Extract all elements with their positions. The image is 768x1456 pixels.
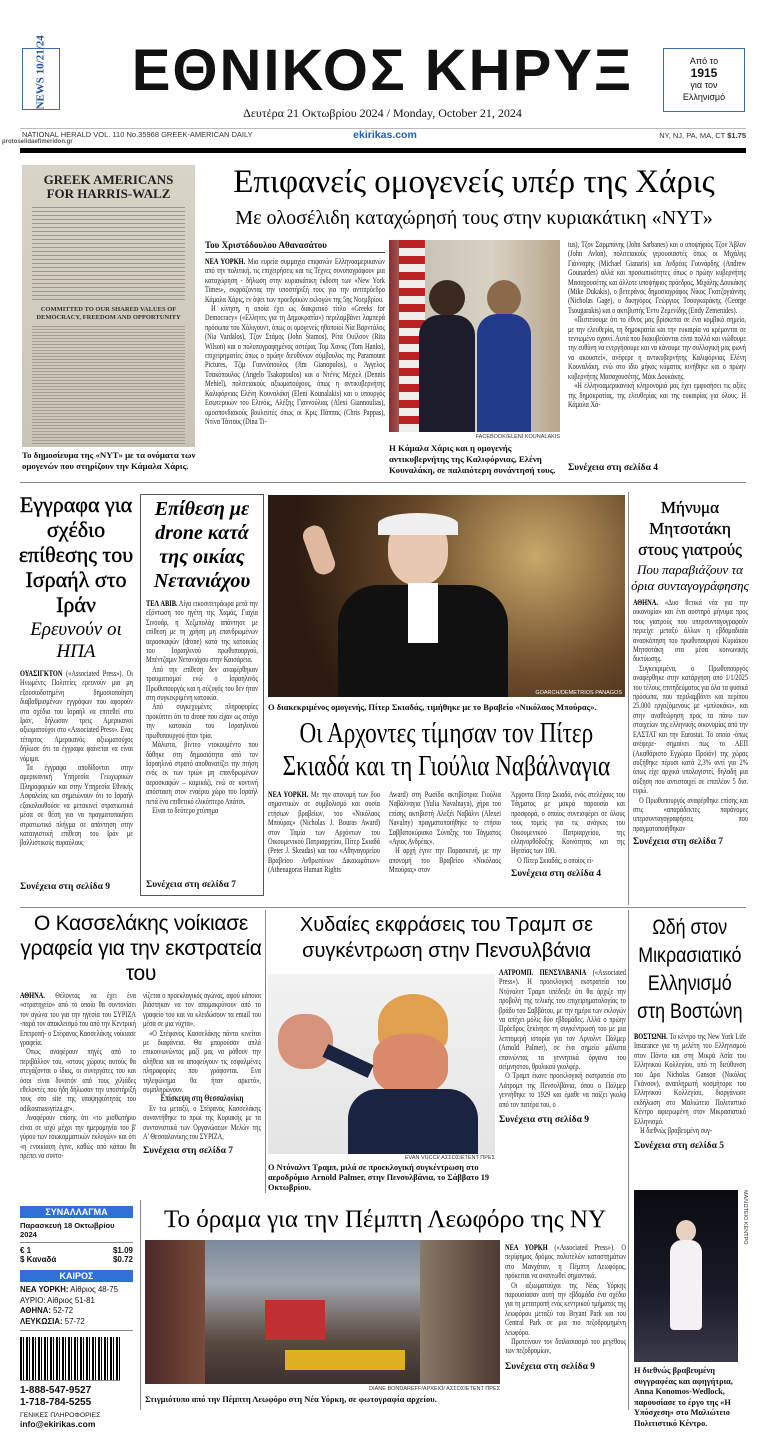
paragraph: Με την απονομή των δυο σημαντικών σε συμβολισμό και ουσία ετήσιων βραβείων, του «Νικόλαος Μπούρας» (Nicholas J. Bouras Award) στον Ταμία των Αρχόντων του Οικουμενικού Πατριαρχείου, Πίτερ Σκιαδά (Peter J. Skeadas) και του «Αθηναγορείου Βραβείου Ανθρωπίνων Δικαιωμάτων» (Athenagoras Human Rights	[268, 790, 381, 875]
trump-caption: Ο Ντόναλντ Τραμπ, μιλά σε προεκλογική συγκέντρωση στο αεροδρόμιο Arnold Palmer, στην Πενσυλβάνια, το Σάββατο 19 Οκτωβρίου.	[268, 1163, 490, 1192]
paragraph: Από συγκεχυμένες πληροφορίες προκύπτει ότι τα drone που είχαν ως στόχο την κατοικία του Ισραηλινού πρωθυπουργού ήταν τρία.	[146, 702, 258, 740]
forecast: Αίθριος 51-81	[47, 1295, 95, 1305]
paragraph: Οι αξιωματούχοι της Νέας Υόρκης παρουσίασαν αυτή την εβδομάδα ένα σχέδιο για τη μετατροπή ενός κεντρικού τμήματος της λεωφόρου μεταξύ του Bryant Park και του Central Park σε μια πιο πεζοδρομημένη λεωφόρο.	[505, 1280, 626, 1337]
lead-subheadline: Με ολοσέλιδη καταχώρησή τους στην κυριακάτικη «NYT»	[235, 207, 713, 229]
phone-number: 1-888-547-9527	[20, 1385, 92, 1396]
paragraph: Αναφέρουν επίσης ότι «το μισθωτήριο είναι σε ισχύ μέχρι την ημερομηνία του β' γύρου των εσωκομματικών εκλογών» και ότι «η ενοικίαση έγινε, καθώς από κάπου θα πρέπει να συντο-	[20, 1113, 136, 1160]
boston-body	[634, 1032, 746, 1135]
mitsotakis-continued-link[interactable]: Συνέχεια στη σελίδα 7	[633, 837, 724, 848]
nyt-ad-photo	[22, 165, 195, 447]
paragraph: Λίγα εικοσιτετράωρα μετά την εξόντωση του ηγέτη της Χαμάς, Γιαχία Σινουάρ, η Χεζμπολάχ απάντησε με επίθεση με τη χρήση μη επανδρωμένων αεροσκαφών (drone) κατά της κατοικίας του Ισραηλινού πρωθυπουργού, Μπέντζαμιν Νετανιάχου στην Καισάρεια.	[146, 599, 258, 665]
photo-credit: DIANE BONDAREFF/ΑΡΧΕΙΟ/ ΑΣΣΟΣΙΕΤΕΝΤ ΠΡΕΣ	[369, 1386, 500, 1392]
phone-number: 1-718-784-5255	[20, 1397, 92, 1408]
since-label: Από το	[689, 56, 719, 66]
paragraph: «Η ελληνοαμερικανική κληρονομιά μας έχει εμφυσήσει τις αξίες της δημοκρατίας, της ελευθερίας και της ευκαιρίας για όλους. Η Κάμαλα Χά-	[568, 381, 746, 409]
price-info	[659, 131, 746, 140]
website-link[interactable]: ekirikas.com	[353, 129, 417, 141]
exchange-rate-row	[20, 1246, 133, 1255]
weather-row	[20, 1306, 133, 1317]
paragraph: Το κέντρο της New York Life Insurance για τη μελέτη του Ελληνισμού στον Πόντο και στη Μικρά Ασία του Ελληνικού Κολλεγίου, υπό τη διεύθυνση του Δρα Nicholas Ganson (Νικόλας Γκάνσον), αναπληρωτή κοσμήτορα του Ελληνικού Κολλεγίου, διοργάνωσε εκδήλωση στο Μαλιώτειο Πολιτιστικό Κέντρο αφιερωμένη στον Μικρασιατικό Ελληνισμό.	[634, 1032, 746, 1126]
paragraph: tus), Τζον Σαρμπάνης (John Sarbanes) και ο υποψήφιος Τζον Άβλον (John Avlon), πολιτειακούς γερουσιαστές όπως οι Μιχάλης Γιάνναρης (Michael Gianaris) και Ανδρέας Γουνάρδης (Andrew Gounardes) αλλά και προσωπικότητες όπως ο πρώην κυβερνήτης Μασαχουσέτης και άλλοτε υποψήφιος πρόεδρος, Μιχάλης Δουκάκης (Mike Dukakis), ο βετεράνος δημοσιογράφος Νίκος Γκατζογιάννης (Nicholas Gage), ο δικηγόρος Γεώργιος Τσουγκαράκης (George Tsougarakis) και ο ακτιβιστής Έντυ Ζεμενίδης (Endy Zemenides).	[568, 240, 746, 315]
paragraph: Εν τω μεταξύ, ο Στέφανος Κασσελάκης συναντήθηκε το πρωί της Κυριακής με τα συντονιστικά των Οργανώσεων Μελών της Α' Θεσσαλονίκης του ΣΥΡΙΖΑ,	[143, 1103, 261, 1142]
paragraph: Μια ευρεία συμμαχία επιφανών Ελληνοαμερικανών από την πολιτική, τις επιχειρήσεις και τις Τέχνες συνυπογράφουν μια καταχώρηση - δήλωση στην κυριακάτικη έκδοση των «New York Times», εκφράζοντας την υποστήριξή τους για την αντιπρόεδρο Κάμαλα Χάρις, εν όψει των προεδρικών εκλογών της 5ης Νοεμβρίου.	[205, 257, 386, 304]
nyt-ad-caption: Το δημοσίευμα της «NYT» με τα ονόματα των ομογενών που στηρίζουν την Κάμαλα Χάρις.	[22, 450, 196, 471]
news-date-text: NEWS 10/21/24	[34, 34, 47, 109]
poster-subtitle: COMMITTED TO OUR SHARED VALUES OF DEMOCRACY, FREEDOM AND OPPORTUNITY	[36, 306, 181, 321]
fifth-ave-body	[505, 1243, 626, 1356]
kasselakis-column-1	[20, 991, 136, 1160]
mitsotakis-subheadline: Που παραβιάζουν τα όρια συνταγογράφησης	[631, 562, 749, 593]
kasselakis-headline: Ο Κασσελάκης νοίκιασε γραφεία για την εκστρατεία του	[20, 912, 262, 985]
city: ΝΕΑ ΥΟΡΚΗ:	[20, 1285, 69, 1294]
mitsotakis-headline: Μήνυμα Μητσοτάκη στους γιατρούς	[638, 498, 742, 559]
issue-date: Δευτέρα 21 Οκτωβρίου 2024 / Monday, October 21, 2024	[243, 106, 522, 120]
dateline: ΛΑΤΡΟΜΠ. ΠΕΝΣΥΛΒΑΝΙΑ	[499, 968, 587, 977]
currency: € 1	[20, 1246, 32, 1255]
info-label: ΓΕΝΙΚΕΣ ΠΛΗΡΟΦΟΡΙΕΣ	[20, 1412, 101, 1419]
archons-column-2	[389, 790, 501, 875]
trump-continued-link[interactable]: Συνέχεια στη σελίδα 9	[499, 1115, 590, 1126]
exchange-date: Παρασκευή 18 Οκτωβρίου 2024	[20, 1221, 133, 1243]
trump-headline: Χυδαίες εκφράσεις του Τραμπ σε συγκέντρωση στην Πενσυλβάνια	[299, 914, 594, 962]
dateline: ΑΘΗΝΑ.	[633, 598, 658, 607]
boston-headline: Ωδή στον Μικρασιατικό Ελληνισμό στη Βοστώνη	[637, 916, 743, 1023]
fifth-ave-continued-link[interactable]: Συνέχεια στη σελίδα 9	[505, 1361, 596, 1372]
paragraph: Ο Τραμπ έκανε προεκλογική εκστρατεία στο Λάτρομπ της Πενσυλβάνια, όπου ο Πάλμερ γεννήθηκε το 1929 και έμαθε να παίζει γκολφ από τον πατέρα του, ο	[499, 1071, 626, 1109]
paragraph: Η αρχή έγινε την Παρασκευή, με την απονομή του Βραβείου «Νικόλαος Μπούρας» στον	[389, 846, 501, 875]
since-1915-box	[663, 48, 745, 112]
since-label-3: Ελληνισμό	[682, 92, 726, 102]
paragraph: Είναι το δεύτερο χτύπημα	[152, 805, 219, 815]
email-link[interactable]: info@ekirikas.com	[20, 1419, 96, 1429]
exchange-title: ΣΥΝΑΛΛΑΓΜΑ	[20, 1206, 133, 1218]
photo-credit: ΜΑΛΙΩΤΕΙΟ ΚΕΝΤΡΟ	[742, 1190, 748, 1245]
exchange-rates-panel	[20, 1206, 133, 1429]
kasselakis-continued-link[interactable]: Συνέχεια στη σελίδα 7	[143, 1145, 234, 1156]
trump-body	[499, 968, 626, 1109]
photo-credit: EVAN VUCCI/ ΑΣΣΟΣΙΕΤΕΝΤ ΠΡΕΣ	[404, 1155, 495, 1161]
fifth-ave-headline: Το όραμα για την Πέμπτη Λεωφόρο της ΝΥ	[163, 1206, 607, 1233]
israel-subheadline: Ερευνούν οι ΗΠΑ	[30, 619, 122, 662]
weather-row	[20, 1296, 133, 1307]
skeadas-caption: Ο διακεκριμένος ομογενής, Πίτερ Σκιαδάς, τιμήθηκε με το Βραβείο «Νικόλαος Μπούρας».	[268, 702, 597, 712]
photo-credit: GOARCH/DEMETRIOS PANAGOS	[535, 690, 622, 696]
photo-credit: FACEBOOK/ELENI KOUNALAKIS	[475, 434, 560, 440]
weather-row	[20, 1285, 133, 1296]
forecast: 57-72	[64, 1316, 85, 1326]
paragraph: νίζεται ο προεκλογικός αγώνας, αφού κάποιοι βιάστηκαν να τον απομακρύνουν από το γραφείο του και να κλειδώσουν τα email του μέσα σε μια νύχτα».	[143, 991, 261, 1029]
paragraph: Άρχοντα Πίτερ Σκιαδά, ενός στελέχους του Τάγματος με μακρά παρουσία και προσφορά, ο οποίος συνεισφέρει σε όλους τους τομείς για τις ανάγκες του Οικουμενικού Πατριαρχείου, της ελληνορθόδοξης Κοινότητας και της Ηγεσίας των 100.	[511, 790, 625, 856]
masthead-rule	[20, 148, 746, 153]
currency: $ Καναδά	[20, 1255, 57, 1264]
paragraph: Προτείνουν τον διπλασιασμό του μεγέθους των πεζοδρομίων,	[505, 1337, 626, 1356]
harris-kounalakis-photo	[389, 240, 560, 432]
paragraph: Θέλοντας να έχει ένα «στρατηγείο» από το οποίο θα συντονίσει τον αγώνα του για την ηγεσία του ΣΥΡΙΖΑ -παρά τον αποκλεισμό του από την Κεντρική Επιτροπή- ο Στέφανος Κασσελάκης νοίκιασε γραφεία.	[20, 991, 136, 1048]
forecast: 52-72	[53, 1306, 74, 1315]
forecast: Αίθριος 48-75	[70, 1285, 118, 1294]
dateline: ΝΕΑ ΥΟΡΚΗ	[505, 1243, 548, 1252]
price: $1.75	[727, 131, 746, 140]
israel-headline: Εγγραφα για σχέδιο επίθεσης του Ισραήλ στο Ιράν	[18, 492, 134, 617]
paragraph: Ο Πρωθυπουργός αναφέρθηκε επίσης και στις «απαράδεκτες παράνομες υπερσυνταγογραφήσεις που πραγματοποιήθηκαν	[633, 795, 748, 833]
boston-caption: Η διεθνώς βραβευμένη συγγραφέας και αφηγήτρια, Anna Konomos-Wedlock, παρουσίασε το έργο της «Η Υπόσχεση» στο Μαλιώτειο Πολιτιστικό Κέντρο.	[634, 1366, 733, 1428]
paragraph: («Associated Press»). Οι Ηνωμένες Πολιτείες ερευνούν μια μη εξουσιοδοτημένη δημοσιοποίηση διαβαθμισμένων εγγράφων που αφορούν στα σχέδια του Ισραήλ να επιτεθεί στο Ιράν, δήλωσαν τρεις Αμερικανοί αξιωματούχοι στο «Associated Press». Ενας τέταρτος Αμερικανός αξιωματούχος δήλωσε ότι τα έγγραφα φαίνεται να είναι νόμιμα.	[20, 669, 134, 763]
exchange-rate-row	[20, 1255, 133, 1264]
city: ΑΥΡΙΟ:	[20, 1295, 46, 1305]
archons-continued-link[interactable]: Συνέχεια στη σελίδα 4	[511, 869, 602, 880]
weather-title: ΚΑΙΡΟΣ	[20, 1270, 133, 1282]
paragraph: («Associated Press»). Ο περίφημος δρόμος πολυτελών καταστημάτων στο Μανχάταν, η Πέμπτη Λεωφόρος, πρόκειται να ανανεωθεί σημαντικά.	[505, 1243, 627, 1281]
dateline: ΤΕΛ ΑΒΙΒ.	[146, 599, 178, 608]
dateline: ΒΟΣΤΩΝΗ.	[634, 1032, 668, 1041]
paragraph: Ο Πίτερ Σκιαδάς, ο οποίος εί-	[517, 855, 594, 865]
watermark: protoselidaefimeridon.gr	[2, 139, 73, 145]
archons-headline: Οι Αρχοντες τίμησαν τον Πίτερ Σκιαδά και τη Γιούλια Ναβάλναγια	[282, 717, 611, 782]
lead-continued-link[interactable]: Συνέχεια στη σελίδα 4	[568, 463, 659, 473]
paragraph: Award) στη Ρωσίδα ακτιβίστρια Γιούλια Ναβάλναγια (Yulia Navalnaya), χήρα του επίσης ακτιβιστή Αλεξέι Ναβάλνι (Alexei Navalny) πραγματοποιήθηκε το ετήσιο Σαββατοκύριακο Σύναξης του Τάγματος «Αγιος Ανδρέας».	[389, 790, 501, 847]
skeadas-photo	[268, 495, 625, 697]
konomos-wedlock-photo	[634, 1190, 738, 1362]
paragraph: («Associated Press»). Η προεκλογική εκστρατεία του Ντόναλντ Τραμπ υπέδειξε ότι θα άρχιζε την προβολή της τελικής του επιχειρηματολογίας το βράδυ του Σαββάτου, με την ημέρα των εκλογών να απέχει μόλις δύο εβδομάδες. Αλλά ο πρώην Πρόεδρος ξεκίνησε τη συγκέντρωσή του με μια λεπτομερή ιστορία για τον Αρνολντ Πάλμερ (Arnold Palmer), σε ένα σημείο μάλιστα επαινώντας τα γεννητικά όργανα του αείμνηστου, θρυλικού γκολφέρ.	[499, 968, 626, 1072]
paragraph: Η κίνηση, η οποία έχει ως διακριτικό τίτλο «Greeks for Democracy» («Ελληνες για τη Δημοκρατία») περιλαμβάνει λαμπερά πρόσωπα του Χόλιγουντ, όπως οι ομογενείς ηθοποιοί Νία Βαρντάλος (Nia Vardalos), Τζον Στάμος (John Stamos), Ρίτα Ουίλσον (Rita Wilson) και ο πολυπογραφημένος αστέρας Τομ Χανκς (Tom Hanks), επιχειρηματίες όπως ο πρώην διευθύνων σύμβουλος της Paramount Pictures, Τζιμ Γιαννόπουλος (Jim Gianopulos), ο Άγγελος Τσακόπουλος (Angelo Tsakopoulos) και ο Ντένις Μέχιελ (Dennis Mehiel), πολιτειακούς αξιωματούχους, όπως η αντικυβερνήτης Καλιφόρνιας Ελένη Κουναλάκη (Eleni Kounalakis) και ο υπουργός Εσωτερικών του Ελινόις, Αλέξης Γιαννούλιας (Alexi Giannoulias), ομοσπονδιακούς βουλευτές όπως οι Κρις Πάππας (Chris Pappas), Ντίνα Τάιτους (Dina Ti-	[205, 304, 385, 426]
dateline: ΟΥΑΣΙΓΚΤΟΝ	[20, 669, 63, 678]
since-label-2: για τον	[690, 80, 718, 90]
dateline: ΝΕΑ ΥΟΡΚΗ.	[268, 790, 309, 799]
weather-row	[20, 1317, 133, 1328]
drone-body	[146, 599, 258, 815]
archons-column-1	[268, 790, 380, 875]
paragraph: «Πιστεύουμε ότι το έθνος μας βρίσκεται σε ένα κομβικό σημείο, με την ελευθερία, τη δημοκρατία και την ευκαιρία να κρέμονται σε τεντωμένο σχοινί. Αυτά που διακυβεύονται είναι πολλά και νιώθουμε την ευθύνη να ενεργήσουμε και να κάνουμε την συλλογική μας φωνή να ακουστεί», ανέφερε η αντικυβερνήτης Καλιφόρνιας Ελένη Κουναλάκη, ενώ στο ίδιο μήκος κύματος κινήθηκε και ο πρώην κυβερνήτης Μασαχουσέτης, Μάικ Δουκάκης.	[568, 315, 746, 381]
fifth-ave-caption: Στιγμιότυπο από την Πέμπτη Λεωφόρο στη Νέα Υόρκη, σε φωτογραφία αρχείου.	[145, 1394, 437, 1404]
archons-column-3	[511, 790, 625, 865]
lead-headline: Επιφανείς ομογενείς υπέρ της Χάρις	[233, 164, 715, 200]
paragraph: Μάλιστα, βίντεο ντοκουμέντο που δόθηκε στη δημοσιότητα από τον Ισραηλινό στρατό αποθανατίζει την πτήση ενός εκ των τριών μη επανδρωμένων αεροσκαφών – καμικάζι, ενώ σε κοντινή απόσταση στον εναέριο χώρο του Ισραήλ πετά ένα επιθετικό ελικόπτερο Απάτσι.	[146, 740, 258, 806]
paragraph: «Δυο θετικά νέα για την οικονομία» και ένα αυστηρό μήνυμα προς τους γιατρούς που υπερσυνταγογραφούν περιείχε μεταξύ άλλων η εβδομαδιαία ανασκόπηση του πρωθυπουργού Κυριάκου Μητσοτάκη στα μέσα κοινωνικής δικτύωσης.	[633, 598, 749, 664]
paragraph: Οπως αναφέρουν πηγές από το περιβάλλον του, «στους χώρους αυτούς θα στεγάζονται ο ίδιος, οι συνεργάτες του και όσοι είναι δυνατόν από τους χιλιάδες εθελοντές που ήδη δήλωσαν την υποστήριξή τους στο site της υποψηφιότητάς του odikosmassyriza.gr».	[20, 1047, 136, 1113]
rate: $1.09	[112, 1246, 133, 1255]
poster-title: GREEK AMERICANS FOR HARRIS-WALZ	[43, 172, 174, 201]
paragraph: Συγκεκριμένα, ο Πρωθυπουργός αναφέρθηκε στην κατάργηση από 1/1/2025 του τέλους επιτηδεύματος για όλα τα φυσικά πρόσωπα, που περιλαμβάνει και περίπου 25.000 εργαζόμενους με «μπλοκάκι», και στην αναθεώρηση προς τα πάνω των στοιχείων της ελληνικής οικονομίας από την ΕΛΣΤΑΤ και την Eurostat. Το οποίο -όπως ανέφερε- σημαίνει πως το ΑΕΠ (Ακαθάριστο Εγχώριο Προϊόν) της χώρας αυξήθηκε πέρυσι κατά 2,3% αντί για 2% όπως είχε αρχικά υπολογιστεί, δηλαδή μια αύξηση που αντιστοιχεί σε επιπλέον 5 δισ. ευρώ.	[633, 663, 748, 796]
dateline: ΑΘΗΝΑ.	[20, 991, 45, 1000]
mitsotakis-body	[633, 598, 748, 833]
harris-photo-caption: Η Κάμαλα Χάρις και η ομογενής αντικυβερνήτης της Καλιφόρνιας, Ελένη Κουναλάκη, σε παλαιότερη συνάντησή τους.	[389, 443, 556, 475]
volume-info: NATIONAL HERALD VOL. 110 No.35968 GREEK-AMERICAN DAILY	[22, 130, 253, 139]
rate: $0.72	[112, 1255, 133, 1264]
paragraph: «Ο Στέφανος Κασσελάκης πάντα κινείται με διαφάνεια. Θα μπορούσαν απλά επικοινωνώντας μαζί μας να μάθουν την αλήθεια και να αποφεύγουν τις εσφαλμένες πληροφορίες που γράφονται. Ενα τηλεφώνημα θα ήταν αρκετό», συμπληρώνουν.	[143, 1028, 261, 1095]
newspaper-title: ΕΘΝΙΚΟΣ ΚΗΡΥΞ	[131, 38, 634, 103]
since-year: 1915	[690, 66, 718, 80]
subhead: Επίσκεψη στη Θεσσαλονίκη	[160, 1093, 244, 1104]
boston-continued-link[interactable]: Συνέχεια στη σελίδα 5	[634, 1141, 725, 1152]
dateline: ΝΕΑ ΥΟΡΚΗ.	[205, 257, 246, 266]
paragraph: Τα έγγραφα αποδίδονται στην αμερικανική Υπηρεσία Γεωχωρικών Πληροφοριών και στην Υπηρεσία Εθνικής Ασφαλείας και σημειώνουν ότι το Ισραήλ εξακολουθούσε να μετακινεί στρατιωτικά μέσα σε θέση για να πραγματοποιήσει στρατιωτικό πλήγμα σε απάντηση στην καταιγιστική επίθεση του Ιράν με βαλλιστικούς πυραύλους	[20, 763, 133, 848]
drone-continued-link[interactable]: Συνέχεια στη σελίδα 7	[146, 880, 237, 890]
barcode	[20, 1337, 120, 1381]
drone-headline: Επίθεση με drone κατά της οικίας Νετανιάχου	[153, 498, 251, 592]
fifth-avenue-photo	[145, 1240, 500, 1384]
kasselakis-column-2	[143, 991, 261, 1142]
lead-byline: Του Χριστόδουλου Αθανασάτου	[205, 240, 385, 253]
lead-column-1	[205, 257, 385, 426]
israel-continued-link[interactable]: Συνέχεια στη σελίδα 9	[20, 882, 111, 892]
states: NY, NJ, PA, MA, CT	[659, 131, 726, 140]
israel-body	[20, 669, 133, 848]
city: ΛΕΥΚΩΣΙΑ:	[20, 1316, 63, 1326]
news-date-box	[22, 34, 60, 110]
trump-photo	[268, 974, 495, 1154]
paragraph: Η διεθνώς βραβευμένη συγ-	[640, 1126, 713, 1136]
paragraph: Από την επίθεση δεν αναφέρθηκαν τραυματισμοί ενώ ο Ισραηλινός Πρωθυπουργός και η σύζυγός του δεν ήταν στη συγκεκριμένη κατοικία.	[146, 664, 258, 703]
lead-column-3	[568, 240, 746, 409]
city: ΑΘΗΝΑ:	[20, 1306, 51, 1315]
